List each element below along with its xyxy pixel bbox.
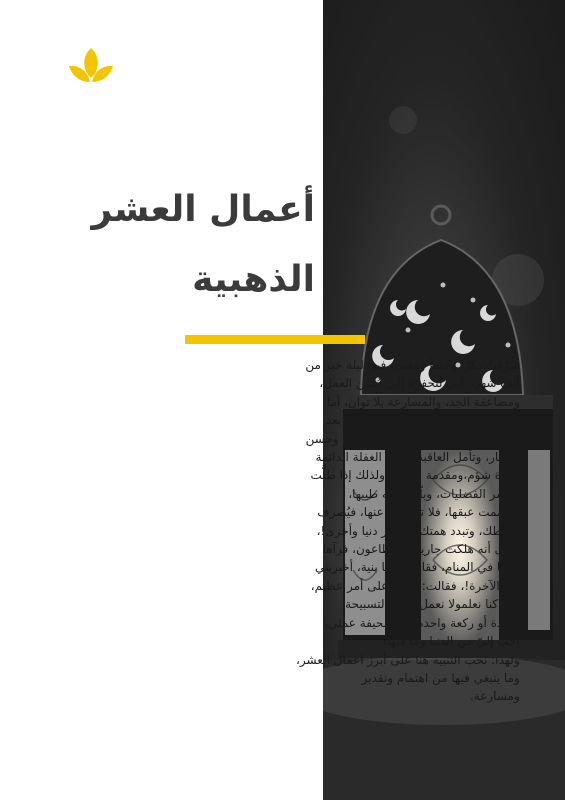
page-title [91, 175, 315, 315]
title-line-1: أعمال العشر [91, 189, 315, 230]
body-line: وشممت عبقها، فلا تنصرف عنها، فيُصرف [317, 505, 520, 520]
leaf-logo [66, 44, 116, 92]
body-line: أحب إليّ من الدنيا وما فيها! [382, 634, 520, 649]
body-line: يروى أنه هلكت جارية في طاعون، فرآها [322, 542, 520, 557]
body-line: وقد كنا نعلمولا نعمل، والله لتسبيحة [345, 597, 520, 612]
body-line: تصرم أكثر رمضان، فالواجب الوعي، وحسن [305, 431, 520, 446]
body-line: وما ينبغي فيها من اهتمام وتقدير [361, 670, 520, 685]
body-line: ولهذا: نحب التنبيه هنا على أبرز أعمال العشر، [296, 652, 520, 667]
leaf-sprout-icon [66, 44, 116, 88]
article-body [296, 356, 520, 706]
body-line: عن الآخرة!، فقالت: قدمنا على أمر عظيم، [310, 578, 520, 593]
body-line: الادِّكار، وتأمل العاقبة!! وإن الغفلة الدائمة [315, 450, 520, 465]
title-line-2: الذهبية [192, 259, 315, 300]
body-line: نذارة شؤم،ومقدمة ضياع!، ولذلك إذا طلَّت [310, 468, 520, 483]
body-line: واحدة أو ركعة واحدة في صحيفة عملي، [324, 615, 520, 630]
body-line: ومضاعفة الجد، والمسارعة بلا توانٍ، أما [326, 394, 520, 409]
body-line: شرُفَتْ ذكرًا وجساً ومعنى، فيها ليلة خير من [305, 358, 520, 372]
body-line: ألف شهر، تأتي لتحفزنا إلى حُسن العمل، [319, 376, 520, 391]
body-line: أبوها في المنام، فقال لها: يا بنية، أخبريني [315, 560, 520, 575]
accent-divider [185, 335, 365, 344]
body-line: العشر الفضليات، وبلّغك الله طيبها، [348, 486, 520, 501]
body-line: ومسارعة. [469, 689, 520, 704]
body-line: وقد غلبعلينا التكاسل، وتقهقُر الهمة، بعد [325, 413, 520, 428]
body-line: نشاطك، وتبدد همتك،وتخسر دنيا وأخرى!، [316, 523, 520, 538]
